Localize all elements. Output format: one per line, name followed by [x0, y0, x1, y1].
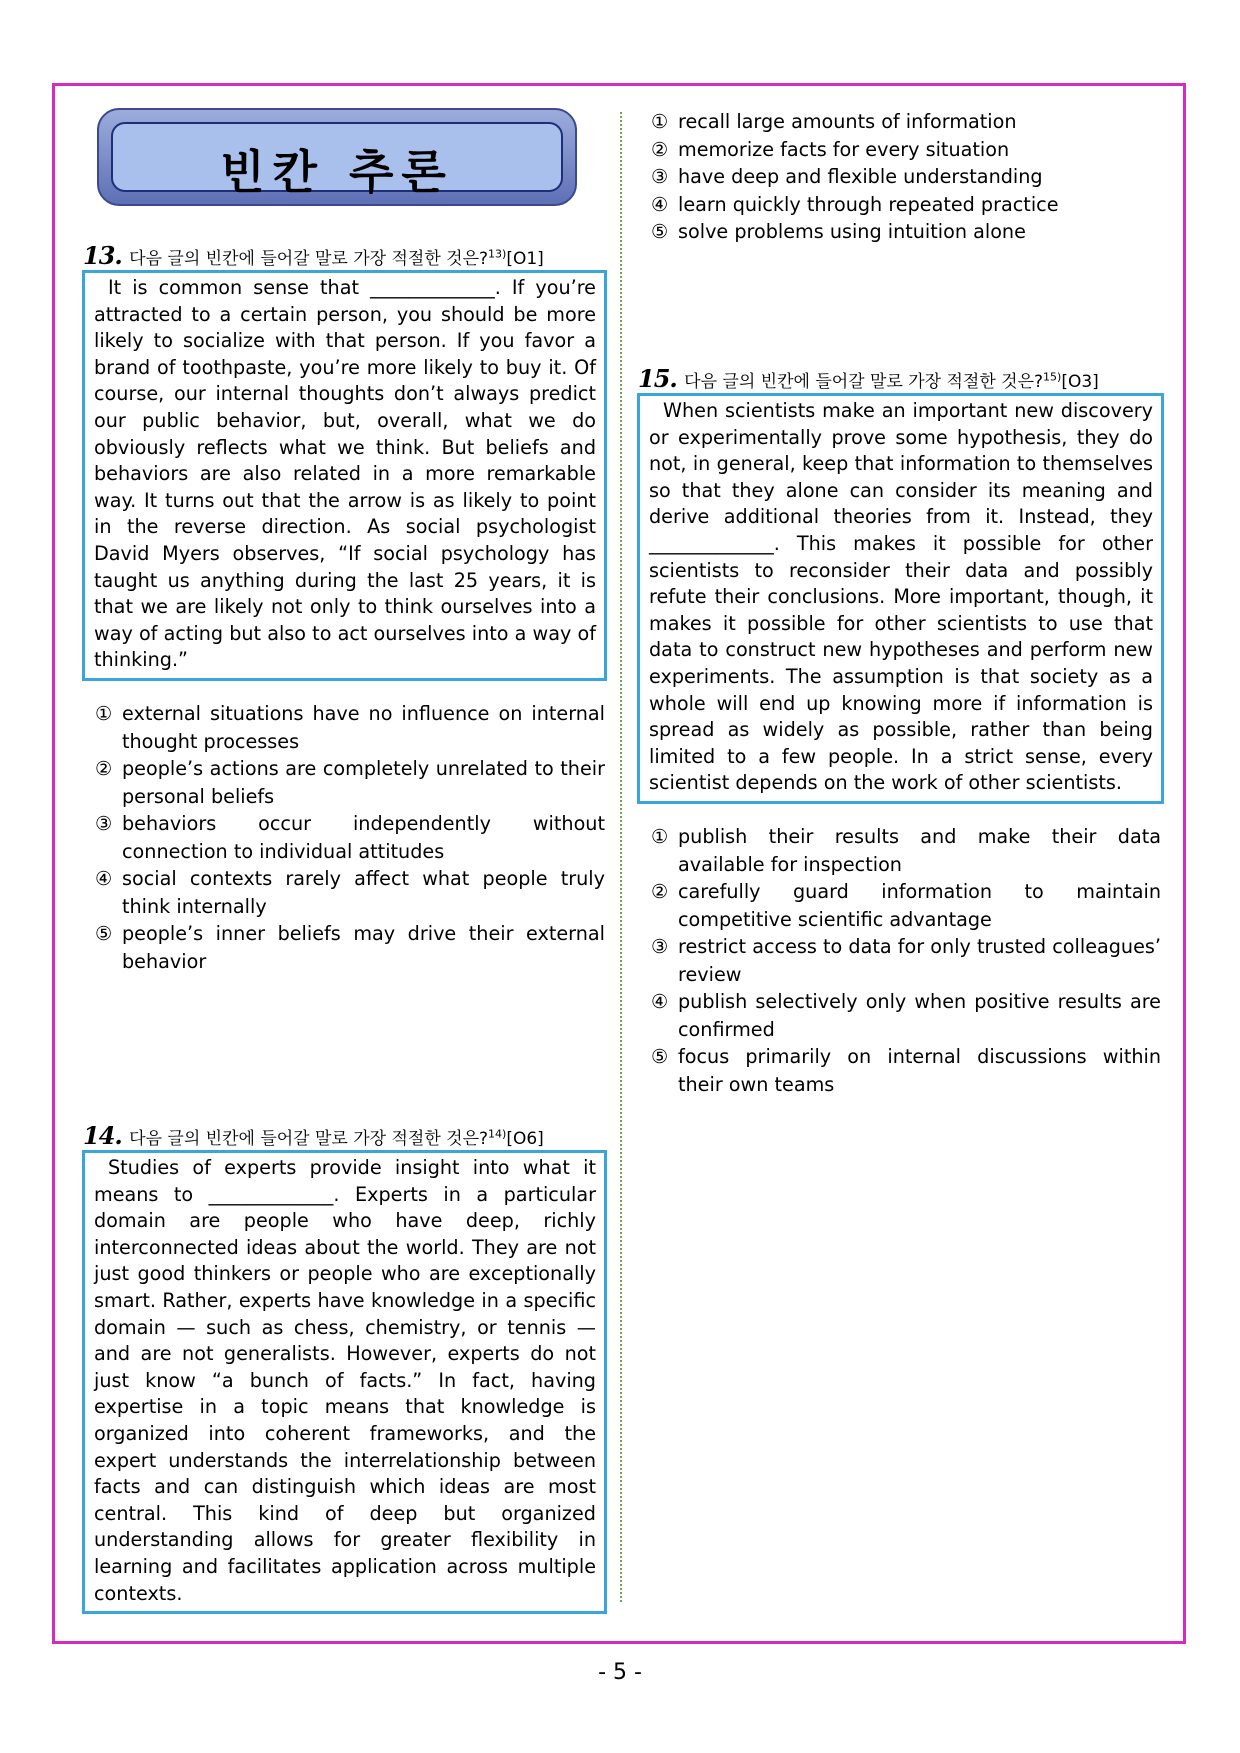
question-number: 15.	[638, 364, 677, 393]
choice-3[interactable]: ③ restrict access to data for only trusted colleagues’ review	[651, 935, 1161, 986]
column-divider	[620, 112, 622, 1602]
question-footnote-ref: 13)	[488, 247, 507, 261]
passage-text: Studies of experts provide insight into what it means to _____________. Experts in a particular domain are people who have deep, richly interconnected ideas about the world. They are not just good thinkers or people who are exceptionally smart. Rather, experts have knowledge in a specific domain — such as chess, chemistry, or tennis — and are not generalists. However, experts do not just know “a bunch of facts.” In fact, having expertise in a topic means that knowledge is organized into coherent frameworks, and the expert understands the interrelationship between facts and can distinguish which ideas are most central. This kind of deep but organized understanding allows for greater flexibility in learning and facilitates application across multiple contexts.	[94, 1156, 596, 1605]
question-number: 13.	[83, 241, 122, 270]
choice-5[interactable]: ⑤ solve problems using intuition alone	[651, 220, 1026, 243]
choice-2[interactable]: ② people’s actions are completely unrelated to their personal beliefs	[95, 757, 605, 808]
choice-5[interactable]: ⑤ people’s inner beliefs may drive their external behavior	[95, 922, 605, 973]
choice-4[interactable]: ④ social contexts rarely affect what people truly think internally	[95, 867, 605, 918]
choice-1[interactable]: ① recall large amounts of information	[651, 110, 1017, 133]
section-title-banner	[97, 108, 577, 206]
choice-4[interactable]: ④ learn quickly through repeated practice	[651, 192, 1059, 216]
question-code: [O3]	[1061, 372, 1099, 392]
choice-5[interactable]: ⑤ focus primarily on internal discussions within their own teams	[651, 1045, 1161, 1096]
choice-2[interactable]: ② memorize facts for every situation	[651, 137, 1010, 161]
choice-2[interactable]: ② carefully guard information to maintain competitive scientific advantage	[651, 880, 1161, 931]
question-14-choices	[651, 108, 1171, 246]
choice-4[interactable]: ④ publish selectively only when positive results are confirmed	[651, 990, 1161, 1041]
question-footnote-ref: 14)	[488, 1127, 507, 1141]
question-13-header	[83, 241, 544, 270]
passage-text: When scientists make an important new discovery or experimentally prove some hypothesis, they do not, in general, keep that information to themselves so that they alone can consider its meaning and derive additional theories from it. Instead, they _____________. This makes it possible for other scientists to reconsider their data and possibly refute their conclusions. More important, though, it makes it possible for other scientists to use that data to construct new hypotheses and perform new experiments. The assumption is that society as a whole will end up knowing more if information is spread as widely as possible, rather than being limited to a few people. In a strict sense, every scientist depends on the work of other scientists.	[649, 399, 1153, 795]
question-14-passage	[82, 1150, 607, 1614]
choice-1[interactable]: ① external situations have no influence on internal thought processes	[95, 702, 605, 753]
question-13-passage	[82, 270, 607, 681]
choice-3[interactable]: ③ have deep and flexible understanding	[651, 165, 1043, 188]
question-13-choices	[95, 700, 605, 975]
question-number: 14.	[83, 1121, 122, 1150]
question-prompt: 다음 글의 빈칸에 들어갈 말로 가장 적절한 것은?	[129, 1129, 489, 1149]
section-title-inner	[111, 122, 563, 199]
page-number: - 5 -	[598, 1660, 642, 1685]
question-15-header	[638, 364, 1099, 393]
question-code: [O1]	[506, 249, 544, 269]
choice-3[interactable]: ③ behaviors occur independently without connection to individual attitudes	[95, 812, 605, 863]
question-14-header	[83, 1121, 544, 1150]
question-prompt: 다음 글의 빈칸에 들어갈 말로 가장 적절한 것은?	[684, 372, 1044, 392]
section-title: 빈칸 추론	[220, 145, 454, 199]
choice-1[interactable]: ① publish their results and make their data available for inspection	[651, 825, 1161, 876]
passage-text: It is common sense that _____________. If you’re attracted to a certain person, you should be more likely to socialize with that person. If you favor a brand of toothpaste, you’re more likely to buy it. Of course, our internal thoughts don’t always predict our public behavior, but, overall, what we do obviously reflects what we think. But beliefs and behaviors are also related in a more remarkable way. It turns out that the arrow is as likely to point in the reverse direction. As social psychologist David Myers observes, “If social psychology has taught us anything during the last 25 years, it is that we are likely not only to think ourselves into a way of acting but also to act ourselves into a way of thinking.”	[94, 276, 596, 672]
question-code: [O6]	[506, 1129, 544, 1149]
question-prompt: 다음 글의 빈칸에 들어갈 말로 가장 적절한 것은?	[129, 249, 489, 269]
question-15-choices	[651, 823, 1161, 1098]
question-15-passage	[637, 393, 1164, 804]
question-footnote-ref: 15)	[1043, 370, 1062, 384]
